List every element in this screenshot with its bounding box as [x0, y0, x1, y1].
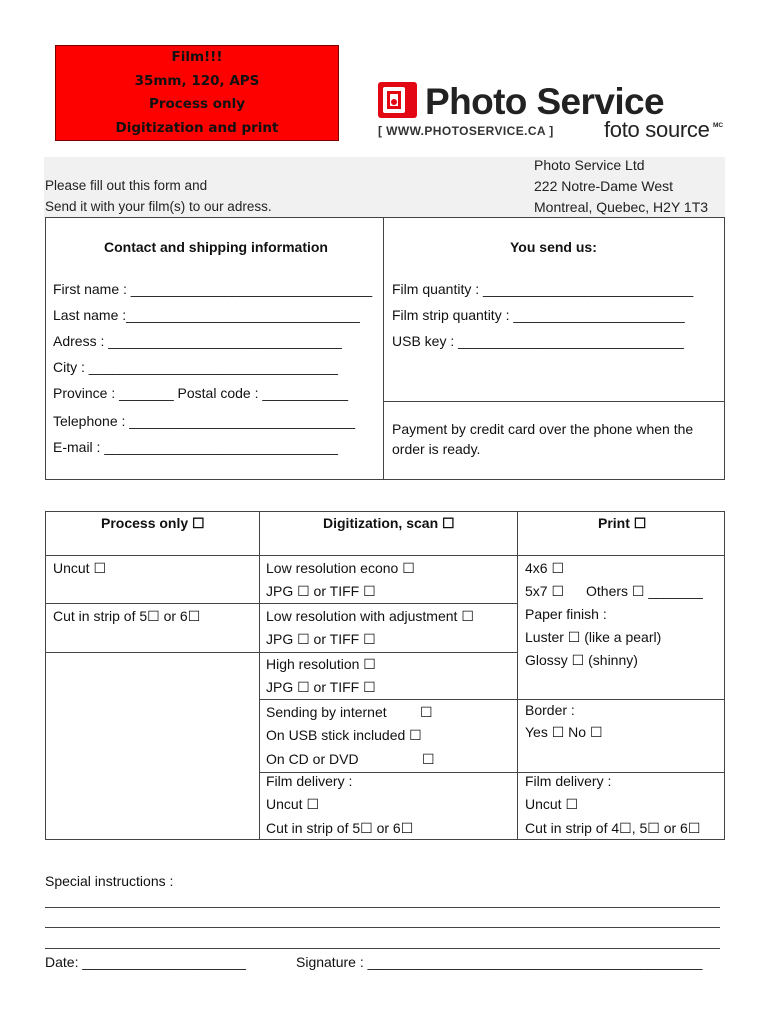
luster-option[interactable]: Luster ☐ (like a pearl)	[525, 629, 662, 645]
company-city: Montreal, Quebec, H2Y 1T3	[534, 199, 709, 215]
email-field[interactable]: E-mail : ______________________________	[53, 439, 338, 455]
offer-banner	[55, 45, 339, 141]
telephone-field[interactable]: Telephone : _____________________________	[53, 413, 356, 429]
high-res-option[interactable]: High resolution ☐	[266, 656, 376, 672]
film-delivery-label: Film delivery :	[525, 773, 612, 789]
print-5x7-option[interactable]: 5x7 ☐	[525, 583, 565, 599]
usb-key-field[interactable]: USB key : _____________________________	[392, 333, 684, 349]
send-heading: You send us:	[510, 239, 597, 255]
delivery-uncut-option[interactable]: Uncut ☐	[266, 796, 320, 812]
cd-dvd-checkbox[interactable]: ☐	[422, 751, 435, 767]
format-option[interactable]: JPG ☐ or TIFF ☐	[266, 679, 376, 695]
usb-stick-option[interactable]: On USB stick included ☐	[266, 727, 422, 743]
banner-line: Digitization and print	[115, 119, 279, 136]
delivery-uncut-option[interactable]: Uncut ☐	[525, 796, 579, 812]
instruction-line[interactable]	[45, 907, 720, 908]
logo-title: Photo Service	[425, 81, 664, 122]
adress-field[interactable]: Adress : ______________________________	[53, 333, 342, 349]
film-strip-quantity-field[interactable]: Film strip quantity : ______________________	[392, 307, 685, 323]
special-instructions-label: Special instructions :	[45, 873, 174, 889]
company-name: Photo Service Ltd	[534, 157, 645, 173]
process-empty-cell	[45, 652, 260, 840]
format-option[interactable]: JPG ☐ or TIFF ☐	[266, 583, 376, 599]
date-field[interactable]: Date: _____________________	[45, 954, 246, 970]
contact-heading: Contact and shipping information	[104, 239, 328, 255]
intro-line: Send it with your film(s) to our adress.	[45, 199, 272, 214]
send-internet-option[interactable]: Sending by internet	[266, 704, 387, 720]
border-options[interactable]: Yes ☐ No ☐	[525, 724, 603, 740]
uncut-option[interactable]: Uncut ☐	[53, 560, 107, 576]
film-quantity-field[interactable]: Film quantity : ___________________________	[392, 281, 694, 297]
digitization-option[interactable]: Digitization, scan ☐	[323, 515, 455, 531]
logo-subtitle: foto source	[604, 117, 710, 142]
banner-line: 35mm, 120, APS	[134, 72, 260, 89]
delivery-cut-option[interactable]: Cut in strip of 4☐, 5☐ or 6☐	[525, 820, 701, 836]
signature-field[interactable]: Signature : ___________________________________________	[296, 954, 703, 970]
print-option[interactable]: Print ☐	[598, 515, 647, 531]
province-postal-field[interactable]: Province : _______ Postal code : ___________	[53, 385, 349, 401]
low-res-adjust-option[interactable]: Low resolution with adjustment ☐	[266, 608, 474, 624]
send-internet-checkbox[interactable]: ☐	[420, 704, 433, 720]
logo-url: [ WWW.PHOTOSERVICE.CA ]	[378, 124, 554, 138]
logo-trademark: MC	[713, 122, 724, 129]
instruction-line[interactable]	[45, 948, 720, 949]
banner-line: Process only	[148, 96, 246, 112]
film-delivery-label: Film delivery :	[266, 773, 353, 789]
delivery-cut-option[interactable]: Cut in strip of 5☐ or 6☐	[266, 820, 414, 836]
first-name-field[interactable]: First name : _______________________________	[53, 281, 373, 297]
process-only-option[interactable]: Process only ☐	[101, 515, 205, 531]
border-label: Border :	[525, 702, 575, 718]
company-street: 222 Notre-Dame West	[534, 178, 674, 194]
paper-finish-label: Paper finish :	[525, 606, 607, 622]
payment-note: Payment by credit card over the phone when the	[392, 421, 694, 437]
print-4x6-option[interactable]: 4x6 ☐	[525, 560, 565, 576]
instruction-line[interactable]	[45, 927, 720, 928]
format-option[interactable]: JPG ☐ or TIFF ☐	[266, 631, 376, 647]
city-field[interactable]: City : ________________________________	[53, 359, 338, 375]
print-others-option[interactable]: Others ☐ _______	[586, 583, 703, 599]
last-name-field[interactable]: Last name :______________________________	[53, 307, 360, 323]
payment-note: order is ready.	[392, 441, 481, 457]
photo-service-logo-icon	[378, 82, 417, 118]
low-res-econo-option[interactable]: Low resolution econo ☐	[266, 560, 415, 576]
cut-strip-option[interactable]: Cut in strip of 5☐ or 6☐	[53, 608, 201, 624]
banner-line: Film!!!	[171, 49, 223, 65]
intro-line: Please fill out this form and	[45, 178, 208, 193]
glossy-option[interactable]: Glossy ☐ (shinny)	[525, 652, 638, 668]
cd-dvd-option[interactable]: On CD or DVD	[266, 751, 359, 767]
